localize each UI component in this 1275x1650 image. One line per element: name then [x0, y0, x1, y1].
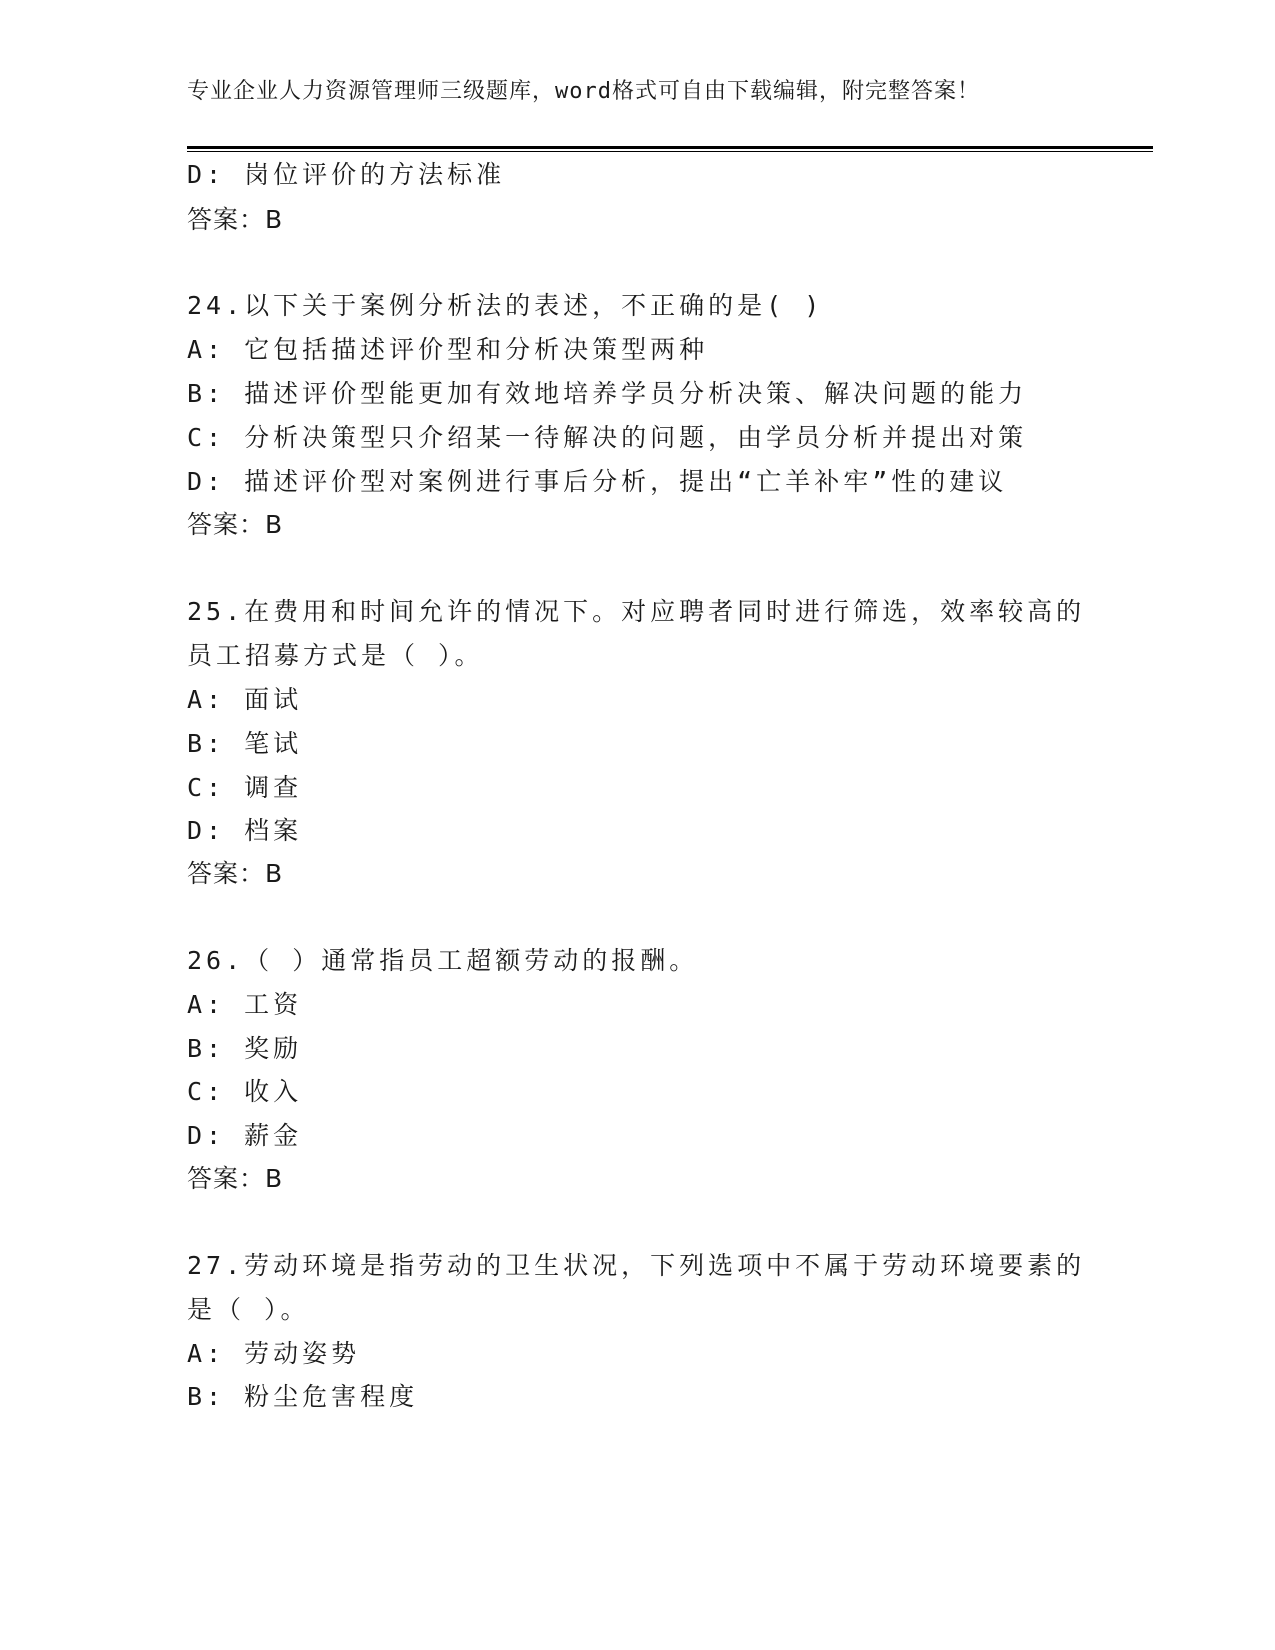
q25-option-b: B: 笔试 — [187, 729, 303, 758]
q23-option-d: D: 岗位评价的方法标准 — [187, 160, 506, 189]
q25-option-a: A: 面试 — [187, 685, 303, 714]
q26-option-d: D: 薪金 — [187, 1121, 303, 1150]
q24-answer: 答案：B — [187, 510, 284, 539]
q27-option-a: A: 劳动姿势 — [187, 1339, 361, 1368]
q26-option-c: C: 收入 — [187, 1077, 303, 1106]
q24-option-d: D: 描述评价型对案例进行事后分析，提出“亡羊补牢”性的建议 — [187, 467, 1008, 496]
q24-option-b: B: 描述评价型能更加有效地培养学员分析决策、解决问题的能力 — [187, 379, 1028, 408]
header-rule-thick — [187, 146, 1153, 149]
q24-question: 24.以下关于案例分析法的表述，不正确的是( ) — [187, 291, 824, 320]
q26-option-a: A: 工资 — [187, 990, 303, 1019]
q25-option-d: D: 档案 — [187, 816, 303, 845]
q26-answer: 答案：B — [187, 1164, 284, 1193]
q27-question-line1: 27.劳动环境是指劳动的卫生状况，下列选项中不属于劳动环境要素的 — [187, 1251, 1086, 1280]
q25-question-line1: 25.在费用和时间允许的情况下。对应聘者同时进行筛选，效率较高的 — [187, 597, 1086, 626]
header-rule-thin — [187, 151, 1153, 152]
q23-answer: 答案：B — [187, 205, 284, 234]
page-header: 专业企业人力资源管理师三级题库，word格式可自由下载编辑，附完整答案！ — [187, 79, 980, 104]
q26-question: 26.（ ）通常指员工超额劳动的报酬。 — [187, 946, 699, 975]
q25-answer: 答案：B — [187, 859, 284, 888]
q27-question-line2: 是（ ）。 — [187, 1295, 310, 1324]
q26-option-b: B: 奖励 — [187, 1034, 303, 1063]
q27-option-b: B: 粉尘危害程度 — [187, 1382, 419, 1411]
q24-option-c: C: 分析决策型只介绍某一待解决的问题，由学员分析并提出对策 — [187, 423, 1028, 452]
q24-option-a: A: 它包括描述评价型和分析决策型两种 — [187, 335, 709, 364]
q25-option-c: C: 调查 — [187, 773, 303, 802]
q25-question-line2: 员工招募方式是（ ）。 — [187, 641, 484, 670]
